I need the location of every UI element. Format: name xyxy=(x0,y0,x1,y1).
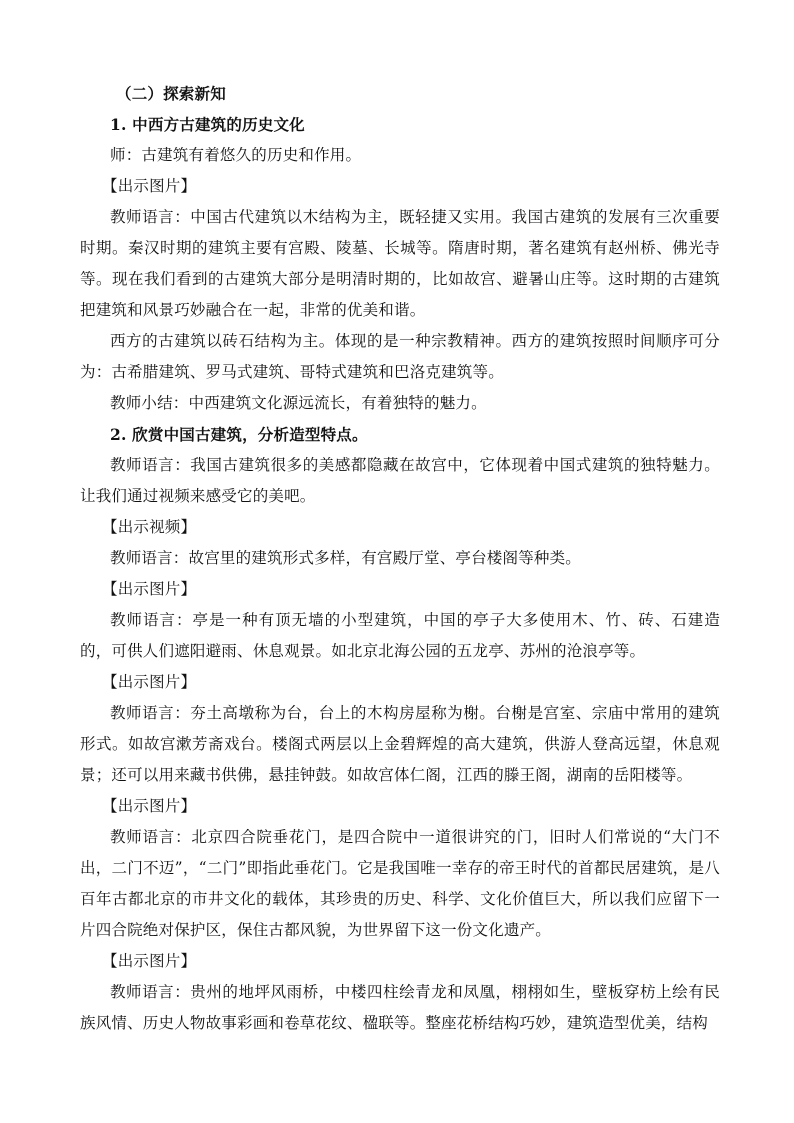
tag-show-image: 【出示图片】 xyxy=(102,673,197,691)
paragraph-teacher-intro: 师：古建筑有着悠久的历史和作用。 xyxy=(110,146,362,164)
document-content xyxy=(80,78,720,1039)
paragraph-western-architecture: 西方的古建筑以砖石结构为主。体现的是一种宗教精神。西方的建筑按照时间顺序可分为：古希腊建筑、罗马式建筑、哥特式建筑和巴洛克建筑等。 xyxy=(80,332,720,381)
tag-show-image: 【出示图片】 xyxy=(102,952,197,970)
tag-show-image: 【出示图片】 xyxy=(102,177,197,195)
paragraph-teacher-summary: 教师小结：中西建筑文化源远流长，有着独特的魅力。 xyxy=(110,394,487,412)
subheading-appreciation: 2. 欣赏中国古建筑，分析造型特点。 xyxy=(110,425,368,444)
paragraph-pavilion: 教师语言：亭是一种有顶无墙的小型建筑，中国的亭子大多使用木、竹、砖、石建造的，可供人们遮阳避雨、休息观景。如北京北海公园的五龙亭、苏州的沧浪亭等。 xyxy=(80,611,720,660)
tag-show-image: 【出示图片】 xyxy=(102,797,197,815)
paragraph-siheyuan-gate: 教师语言：北京四合院垂花门，是四合院中一道很讲究的门，旧时人们常说的“大门不出，二门不迈”，“二门”即指此垂花门。它是我国唯一幸存的帝王时代的首都民居建筑，是八百年古都北京的市井文化的载体，其珍贵的历史、科学、文化价值巨大，所以我们应留下一片四合院绝对保护区，保住古都风貌，为世界留下这一份文化遗产。 xyxy=(80,828,720,939)
tag-show-video: 【出示视频】 xyxy=(102,518,197,536)
paragraph-chinese-architecture: 教师语言：中国古代建筑以木结构为主，既轻捷又实用。我国古建筑的发展有三次重要时期。秦汉时期的建筑主要有宫殿、陵墓、长城等。隋唐时期，著名建筑有赵州桥、佛光寺等。现在我们看到的古建筑大部分是明清时期的，比如故宫、避暑山庄等。这时期的古建筑把建筑和风景巧妙融合在一起，非常的优美和谐。 xyxy=(80,208,720,319)
tag-show-image: 【出示图片】 xyxy=(102,580,197,598)
paragraph-wind-rain-bridge: 教师语言：贵州的地坪风雨桥，中楼四柱绘青龙和凤凰，栩栩如生，壁板穿枋上绘有民族风情、历史人物故事彩画和卷草花纹、楹联等。整座花桥结构巧妙，建筑造型优美，结构 xyxy=(80,983,720,1032)
paragraph-terrace-pavilion: 教师语言：夯土高墩称为台，台上的木构房屋称为榭。台榭是宫室、宗庙中常用的建筑形式。如故宫漱芳斋戏台。楼阁式两层以上金碧辉煌的高大建筑，供游人登高远望，休息观景；还可以用来藏书供佛，悬挂钟鼓。如故宫体仁阁，江西的滕王阁，湖南的岳阳楼等。 xyxy=(80,704,720,784)
subheading-history-culture: 1. 中西方古建筑的历史文化 xyxy=(110,115,305,134)
paragraph-forbidden-city: 教师语言：我国古建筑很多的美感都隐藏在故宫中，它体现着中国式建筑的独特魅力。让我们通过视频来感受它的美吧。 xyxy=(80,456,720,505)
paragraph-palace-forms: 教师语言：故宫里的建筑形式多样，有宫殿厅堂、亭台楼阁等种类。 xyxy=(110,549,582,567)
section-heading: （二）探索新知 xyxy=(116,84,226,103)
